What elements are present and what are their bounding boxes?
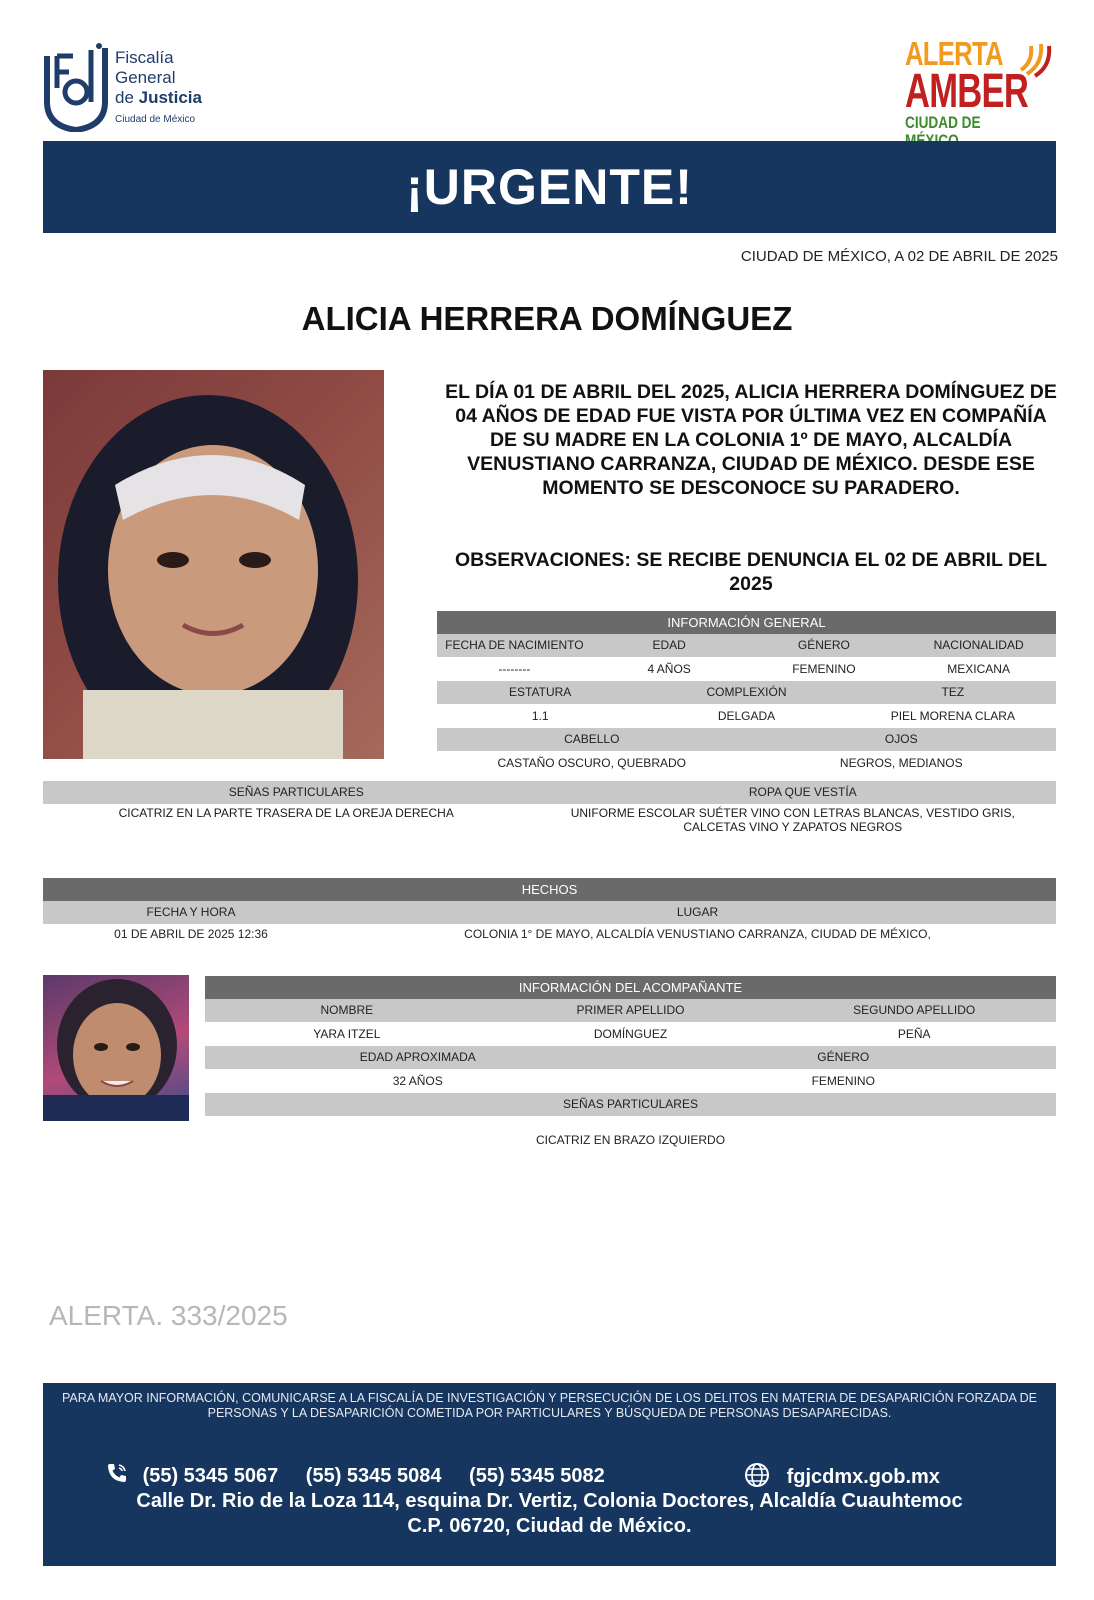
amber-line3: CIUDAD DE bbox=[905, 113, 981, 132]
companion-table bbox=[205, 976, 1056, 1164]
value-age: 4 AÑOS bbox=[647, 662, 691, 676]
footer-website bbox=[743, 1461, 940, 1489]
header-approx-age: EDAD APROXIMADA bbox=[359, 1050, 476, 1064]
companion-traits-row bbox=[205, 1116, 1056, 1164]
footer-phones bbox=[105, 1461, 605, 1488]
amber-alert-logo bbox=[905, 35, 1055, 138]
header-age: EDAD bbox=[652, 638, 686, 652]
traits-values bbox=[43, 804, 1056, 834]
traits-table bbox=[43, 781, 1056, 834]
value-distinguishing-marks: CICATRIZ EN LA PARTE TRASERA DE LA OREJA DERECHA bbox=[118, 806, 454, 820]
address-line1: Calle Dr. Rio de la Loza 114, esquina Dr. Vertiz, Colonia Doctores, Alcaldía Cuauhtemoc bbox=[136, 1490, 963, 1512]
general-info-row1-headers bbox=[437, 634, 1056, 657]
fgj-line2: General bbox=[115, 68, 176, 87]
phone-2[interactable]: (55) 5345 5084 bbox=[305, 1465, 442, 1487]
fgj-line1: Fiscalía bbox=[115, 48, 174, 67]
companion-row1-values bbox=[205, 1022, 1056, 1046]
header-clothing: ROPA QUE VESTÍA bbox=[748, 785, 857, 799]
value-second-surname: PEÑA bbox=[897, 1027, 931, 1041]
footer bbox=[43, 1383, 1056, 1566]
general-info-table bbox=[437, 611, 1056, 775]
address-line2: C.P. 06720, Ciudad de México. bbox=[407, 1515, 692, 1537]
value-birthdate: -------- bbox=[498, 662, 531, 676]
header-birthdate: FECHA DE NACIMIENTO bbox=[445, 638, 584, 652]
footer-note: PARA MAYOR INFORMACIÓN, COMUNICARSE A LA FISCALÍA DE INVESTIGACIÓN Y PERSECUCIÓN DE LOS DELITOS EN MATERIA DE DESAPARICIÓN FORZADA DE PERSONAS Y LA DESAPARICIÓN COMETIDA POR PARTICULARES Y BÚSQUEDA DE PERSONAS DESAPARECIDAS. bbox=[62, 1391, 1037, 1420]
value-place: COLONIA 1° DE MAYO, ALCALDÍA VENUSTIANO CARRANZA, CIUDAD DE MÉXICO, bbox=[464, 927, 931, 941]
fgj-emblem-icon bbox=[43, 40, 109, 132]
fgj-logo bbox=[43, 40, 218, 135]
missing-person-photo bbox=[43, 370, 384, 759]
facts-table bbox=[43, 878, 1056, 944]
observations-text: OBSERVACIONES: SE RECIBE DENUNCIA EL 02 DE ABRIL DEL 2025 bbox=[455, 549, 1047, 595]
traits-headers bbox=[43, 781, 1056, 804]
globe-icon bbox=[743, 1461, 771, 1489]
header-first-surname: PRIMER APELLIDO bbox=[576, 1003, 685, 1017]
website-link[interactable]: fgjcdmx.gob.mx bbox=[786, 1466, 940, 1488]
header-companion-gender: GÉNERO bbox=[817, 1050, 870, 1064]
general-info-row2-values bbox=[437, 704, 1056, 728]
companion-row2-values bbox=[205, 1069, 1056, 1093]
fgj-city: Ciudad de México bbox=[115, 114, 196, 125]
value-build: DELGADA bbox=[717, 709, 776, 723]
header-complexion: TEZ bbox=[941, 685, 965, 699]
alert-number: ALERTA. 333/2025 bbox=[49, 1300, 288, 1331]
phone-1[interactable]: (55) 5345 5067 bbox=[142, 1465, 279, 1487]
general-info-row3-values bbox=[437, 751, 1056, 775]
header-date-time: FECHA Y HORA bbox=[146, 905, 236, 919]
amber-line2: AMBER bbox=[905, 65, 1029, 118]
amber-line1: ALERTA bbox=[905, 35, 1003, 72]
value-height: 1.1 bbox=[531, 709, 549, 723]
footer-address bbox=[43, 1489, 1056, 1539]
urgent-banner: ¡URGENTE! bbox=[43, 141, 1056, 233]
header-nationality: NACIONALIDAD bbox=[933, 638, 1024, 652]
value-first-surname: DOMÍNGUEZ bbox=[593, 1027, 668, 1041]
missing-person-name: ALICIA HERRERA DOMÍNGUEZ bbox=[301, 300, 793, 337]
facts-values bbox=[43, 924, 1056, 944]
value-complexion: PIEL MORENA CLARA bbox=[890, 709, 1015, 723]
header-gender: GÉNERO bbox=[797, 638, 850, 652]
value-date-time: 01 DE ABRIL DE 2025 12:36 bbox=[114, 927, 268, 941]
header-first-name: NOMBRE bbox=[320, 1003, 374, 1017]
header-build: COMPLEXIÓN bbox=[706, 685, 787, 699]
phone-3[interactable]: (55) 5345 5082 bbox=[469, 1465, 605, 1487]
companion-traits-value: CICATRIZ EN BRAZO IZQUIERDO bbox=[535, 1133, 726, 1147]
companion-title: INFORMACIÓN DEL ACOMPAÑANTE bbox=[205, 976, 1056, 999]
fgj-line3-pre: de bbox=[115, 88, 139, 107]
value-first-name: YARA ITZEL bbox=[313, 1027, 381, 1041]
header-place: LUGAR bbox=[676, 905, 719, 919]
value-eyes: NEGROS, MEDIANOS bbox=[839, 756, 963, 770]
companion-traits-header: SEÑAS PARTICULARES bbox=[205, 1093, 1056, 1116]
description-text: EL DÍA 01 DE ABRIL DEL 2025, ALICIA HERRERA DOMÍNGUEZ DE 04 AÑOS DE EDAD FUE VISTA POR ÚLTIMA VEZ EN COMPAÑÍA DE SU MADRE EN LA COLONIA 1º DE MAYO, ALCALDÍA VENUSTIANO CARRANZA, CIUDAD DE MÉXICO. DESDE ESE MOMENTO SE DESCONOCE SU PARADERO. bbox=[445, 381, 1057, 499]
general-info-row2-headers bbox=[437, 681, 1056, 704]
value-nationality: MEXICANA bbox=[947, 662, 1010, 676]
value-approx-age: 32 AÑOS bbox=[392, 1074, 443, 1088]
facts-headers bbox=[43, 901, 1056, 924]
companion-row1-headers bbox=[205, 999, 1056, 1022]
value-clothing: UNIFORME ESCOLAR SUÉTER VINO CON LETRAS BLANCAS, VESTIDO GRIS, CALCETAS VINO Y ZAPATOS NEGROS bbox=[570, 806, 1015, 834]
header-second-surname: SEGUNDO APELLIDO bbox=[853, 1003, 976, 1017]
general-info-row3-headers bbox=[437, 728, 1056, 751]
general-info-row1-values bbox=[437, 657, 1056, 681]
companion-photo bbox=[43, 975, 189, 1121]
value-gender: FEMENINO bbox=[792, 662, 856, 676]
header-hair: CABELLO bbox=[564, 732, 620, 746]
facts-title: HECHOS bbox=[43, 878, 1056, 901]
header-distinguishing-marks: SEÑAS PARTICULARES bbox=[228, 785, 364, 799]
phone-icon bbox=[105, 1461, 129, 1485]
fgj-line3-bold: Justicia bbox=[138, 88, 202, 107]
companion-row2-headers bbox=[205, 1046, 1056, 1069]
dateline: CIUDAD DE MÉXICO, A 02 DE ABRIL DE 2025 bbox=[740, 248, 1058, 265]
header-eyes: OJOS bbox=[884, 732, 918, 746]
general-info-title: INFORMACIÓN GENERAL bbox=[437, 611, 1056, 634]
header-height: ESTATURA bbox=[509, 685, 572, 699]
value-companion-gender: FEMENINO bbox=[811, 1074, 875, 1088]
value-hair: CASTAÑO OSCURO, QUEBRADO bbox=[497, 756, 686, 770]
